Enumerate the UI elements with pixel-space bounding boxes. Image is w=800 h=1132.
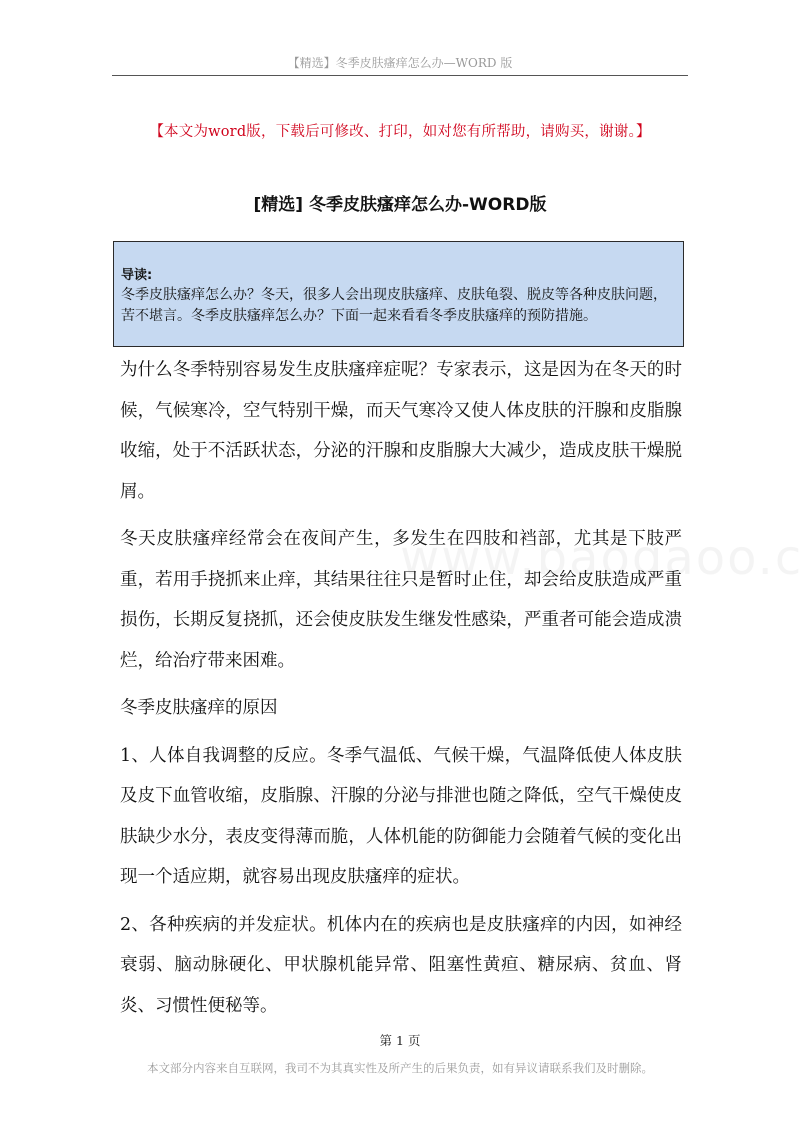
page-number: 第 1 页 (379, 1033, 421, 1048)
guide-label: 导读: (121, 268, 153, 283)
guide-box (113, 241, 684, 347)
document-body (120, 350, 682, 1033)
word-version-notice: 【本文为word版，下载后可修改、打印，如对您有所帮助，请购买，谢谢。】 (149, 124, 651, 140)
section-heading: 冬季皮肤瘙痒的原因 (120, 698, 278, 718)
page-header: 【精选】冬季皮肤瘙痒怎么办—WORD 版 (287, 56, 513, 70)
paragraph: 2、各种疾病的并发症状。机体内在的疾病也是皮肤瘙痒的内因，如神经衰弱、脑动脉硬化、甲状腺机能异常、阻塞性黄疸、糖尿病、贫血、肾炎、习惯性便秘等。 (120, 914, 682, 1016)
paragraph: 冬天皮肤瘙痒经常会在夜间产生，多发生在四肢和裆部，尤其是下肢严重，若用手挠抓来止痒，其结果往往只是暂时止住，却会给皮肤造成严重损伤，长期反复挠抓，还会使皮肤发生继发性感染，严重者可能会造成溃烂，给治疗带来困难。 (120, 529, 682, 671)
paragraph: 1、人体自我调整的反应。冬季气温低、气候干燥，气温降低使人体皮肤及皮下血管收缩，皮脂腺、汗腺的分泌与排泄也随之降低，空气干燥使皮肤缺少水分，表皮变得薄而脆，人体机能的防御能力会随着气候的变化出现一个适应期，就容易出现皮肤瘙痒的症状。 (120, 745, 682, 887)
paragraph: 为什么冬季特别容易发生皮肤瘙痒症呢？专家表示，这是因为在冬天的时候，气候寒冷，空气特别干燥，而天气寒冷又使人体皮肤的汗腺和皮脂腺收缩，处于不活跃状态，分泌的汗腺和皮脂腺大大减少，造成皮肤干燥脱屑。 (120, 360, 682, 502)
header-divider (112, 75, 688, 76)
document-title: [精选] 冬季皮肤瘙痒怎么办-WORD版 (253, 195, 547, 215)
guide-text: 冬季皮肤瘙痒怎么办？冬天，很多人会出现皮肤瘙痒、皮肤龟裂、脱皮等各种皮肤问题，苦不堪言。冬季皮肤瘙痒怎么办？下面一起来看看冬季皮肤瘙痒的预防措施。 (121, 287, 667, 324)
page-footer-disclaimer: 本文部分内容来自互联网，我司不为其真实性及所产生的后果负责，如有异议请联系我们及时删除。 (147, 1061, 653, 1075)
